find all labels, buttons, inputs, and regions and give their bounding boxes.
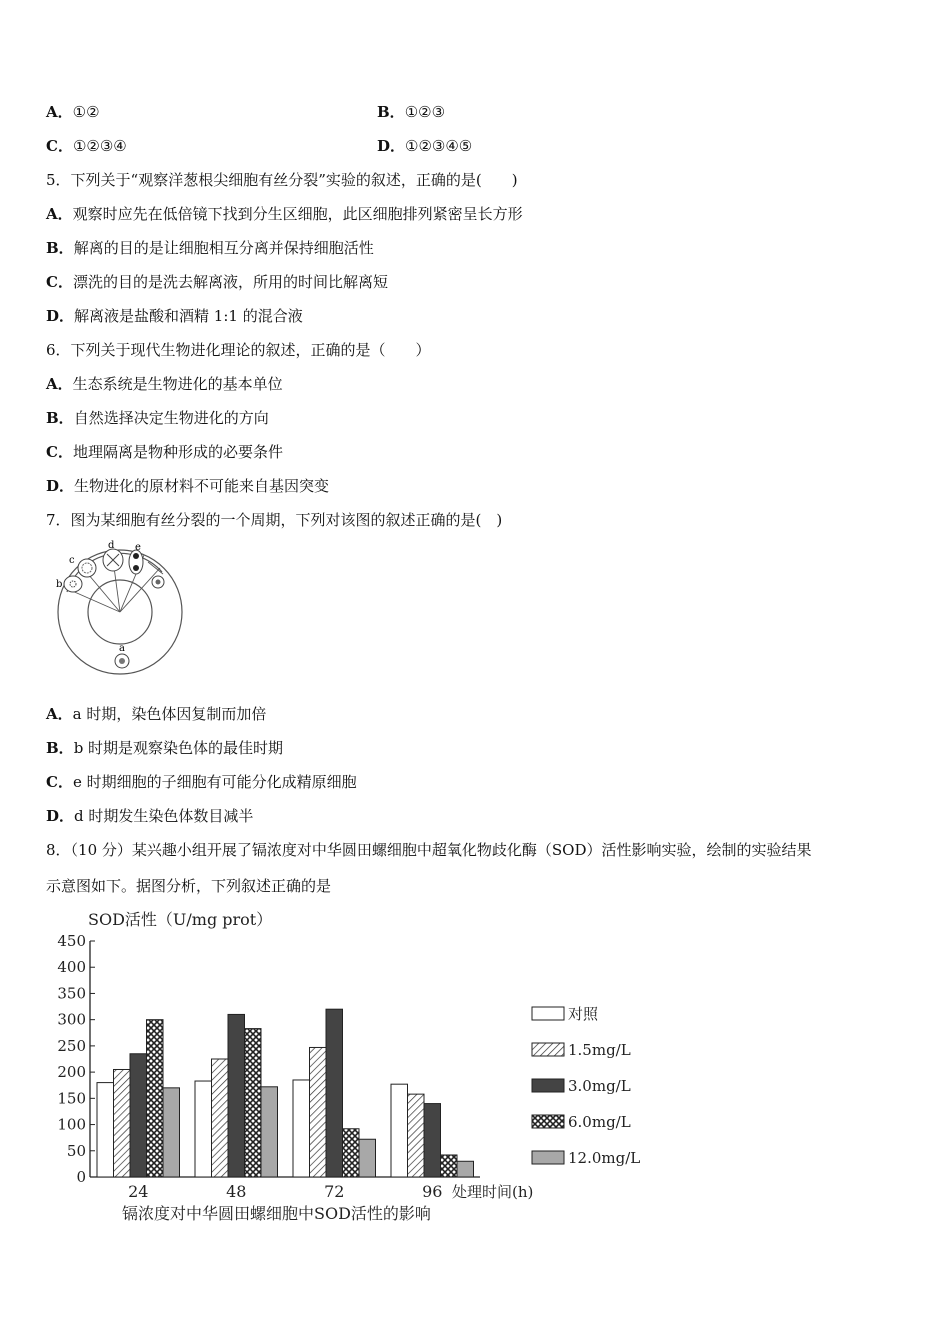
option-label: B． [46,409,74,427]
bar-48-3 [245,1029,262,1177]
option-text: e 时期细胞的子细胞有可能分化成精原细胞 [72,773,357,791]
y-tick-label: 150 [57,1089,86,1108]
figure-label-a: a [119,643,125,654]
figure-label-e: e [135,542,141,553]
figure-label-c: c [69,555,75,566]
bar-24-2 [130,1054,147,1177]
option-text: 解离的目的是让细胞相互分离并保持细胞活性 [73,239,374,257]
y-tick-label: 100 [57,1115,86,1134]
q4-option-c [46,136,127,156]
bar-72-4 [359,1139,376,1177]
q8-stem-line2: 示意图如下。据图分析，下列叙述正确的是 [46,877,332,895]
option-text: 解离液是盐酸和酒精 1:1 的混合液 [74,307,303,325]
q5-option-d [46,306,303,326]
legend-swatch [532,1043,564,1056]
option-label: D． [377,137,406,155]
option-text: ①②③ [404,103,446,121]
radius-line [120,568,160,612]
y-tick-label: 400 [57,958,86,977]
option-text: a 时期，染色体因复制而加倍 [72,705,267,723]
x-tick-label: 96 [422,1182,443,1201]
bar-96-4 [457,1161,474,1177]
legend-label: 对照 [568,1005,599,1023]
option-text: 观察时应先在低倍镜下找到分生区细胞，此区细胞排列紧密呈长方形 [72,205,523,223]
bar-48-0 [195,1081,212,1177]
bar-48-2 [228,1014,245,1177]
option-label: C． [46,273,73,291]
option-text: 生态系统是生物进化的基本单位 [72,375,283,393]
q6-option-c [46,442,283,462]
bar-72-2 [326,1009,343,1177]
option-label: B． [46,239,74,257]
option-text: 自然选择决定生物进化的方向 [73,409,269,427]
cell-a [115,654,129,668]
x-axis-label: 处理时间(h) [452,1183,534,1201]
bar-72-1 [310,1047,327,1177]
legend-label: 6.0mg/L [568,1113,631,1131]
cell-b [64,576,82,592]
option-label: A． [46,205,73,223]
option-text: b 时期是观察染色体的最佳时期 [73,739,284,757]
bar-24-4 [163,1088,180,1177]
y-tick-label: 200 [57,1063,86,1082]
q5-option-a [46,204,523,224]
bar-48-4 [261,1087,278,1177]
q6-option-a [46,374,283,394]
legend-label: 12.0mg/L [568,1149,641,1167]
bar-24-3 [147,1020,164,1177]
bar-48-1 [212,1059,229,1177]
q4-option-b [377,102,445,122]
option-text: d 时期发生染色体数目减半 [74,807,254,825]
cell-after-e [152,576,164,588]
q7-stem: 7．图为某细胞有丝分裂的一个周期，下列对该图的叙述正确的是( ) [46,511,503,529]
q6-option-b [46,408,269,428]
legend-swatch [532,1115,564,1128]
q6-option-d [46,476,329,496]
option-label: A． [46,375,73,393]
option-label: D． [46,477,75,495]
option-text: 生物进化的原材料不可能来自基因突变 [74,477,330,495]
bar-24-1 [114,1069,131,1177]
q7-option-c [46,772,357,792]
legend-swatch [532,1151,564,1164]
option-label: D． [46,307,75,325]
y-tick-label: 450 [57,932,86,950]
option-text: ①②③④⑤ [405,137,473,155]
y-axis-label: SOD活性（U/mg prot） [88,910,273,929]
q8-stem-line1: 8．（10 分）某兴趣小组开展了镉浓度对中华圆田螺细胞中超氧化物歧化酶（SOD）活性影响实验，绘制的实验结果 [46,841,812,859]
q6-stem: 6．下列关于现代生物进化理论的叙述，正确的是（ ） [46,341,431,359]
option-label: D． [46,807,75,825]
legend-swatch [532,1007,564,1020]
q5-option-b [46,238,374,258]
option-label: C． [46,773,73,791]
option-label: A． [46,103,73,121]
sod-bar-chart [40,905,660,1230]
cell-cycle-figure [50,540,190,675]
radius-line [70,590,120,612]
option-label: A． [46,705,73,723]
y-tick-label: 0 [76,1168,86,1186]
y-tick-label: 350 [57,984,86,1003]
option-text: 地理隔离是物种形成的必要条件 [72,443,283,461]
chart-caption: 镉浓度对中华圆田螺细胞中SOD活性的影响 [122,1204,431,1223]
option-label: B． [46,739,74,757]
legend-label: 3.0mg/L [568,1077,631,1095]
q7-option-b [46,738,283,758]
bar-96-1 [408,1094,425,1177]
x-tick-label: 48 [226,1182,247,1201]
legend-label: 1.5mg/L [568,1041,631,1059]
bar-24-0 [97,1083,114,1177]
option-text: 漂洗的目的是洗去解离液，所用的时间比解离短 [72,273,388,291]
cell-c [78,559,96,577]
option-label: B． [377,103,405,121]
bar-96-2 [424,1104,441,1177]
bar-72-3 [343,1129,360,1177]
y-tick-label: 300 [57,1010,86,1029]
bar-96-3 [441,1155,458,1177]
x-tick-label: 24 [128,1182,149,1201]
q5-stem: 5．下列关于“观察洋葱根尖细胞有丝分裂”实验的叙述，正确的是( ) [46,171,518,189]
q5-option-c [46,272,388,292]
bar-96-0 [391,1084,408,1177]
bar-72-0 [293,1080,310,1177]
option-label: C． [46,137,73,155]
y-tick-label: 50 [66,1141,86,1160]
option-text: ①②③④ [72,137,127,155]
legend-swatch [532,1079,564,1092]
y-tick-label: 250 [57,1036,86,1055]
q4-option-d [377,136,472,156]
phase-divider [148,562,163,574]
figure-label-d: d [108,540,115,551]
cell-e [129,550,143,574]
x-tick-label: 72 [324,1182,345,1201]
q4-option-a [46,102,100,122]
option-text: ①② [72,103,100,121]
q7-option-a [46,704,266,724]
figure-label-b: b [56,579,63,590]
q7-option-d [46,806,253,826]
cell-d [103,549,123,571]
option-label: C． [46,443,73,461]
